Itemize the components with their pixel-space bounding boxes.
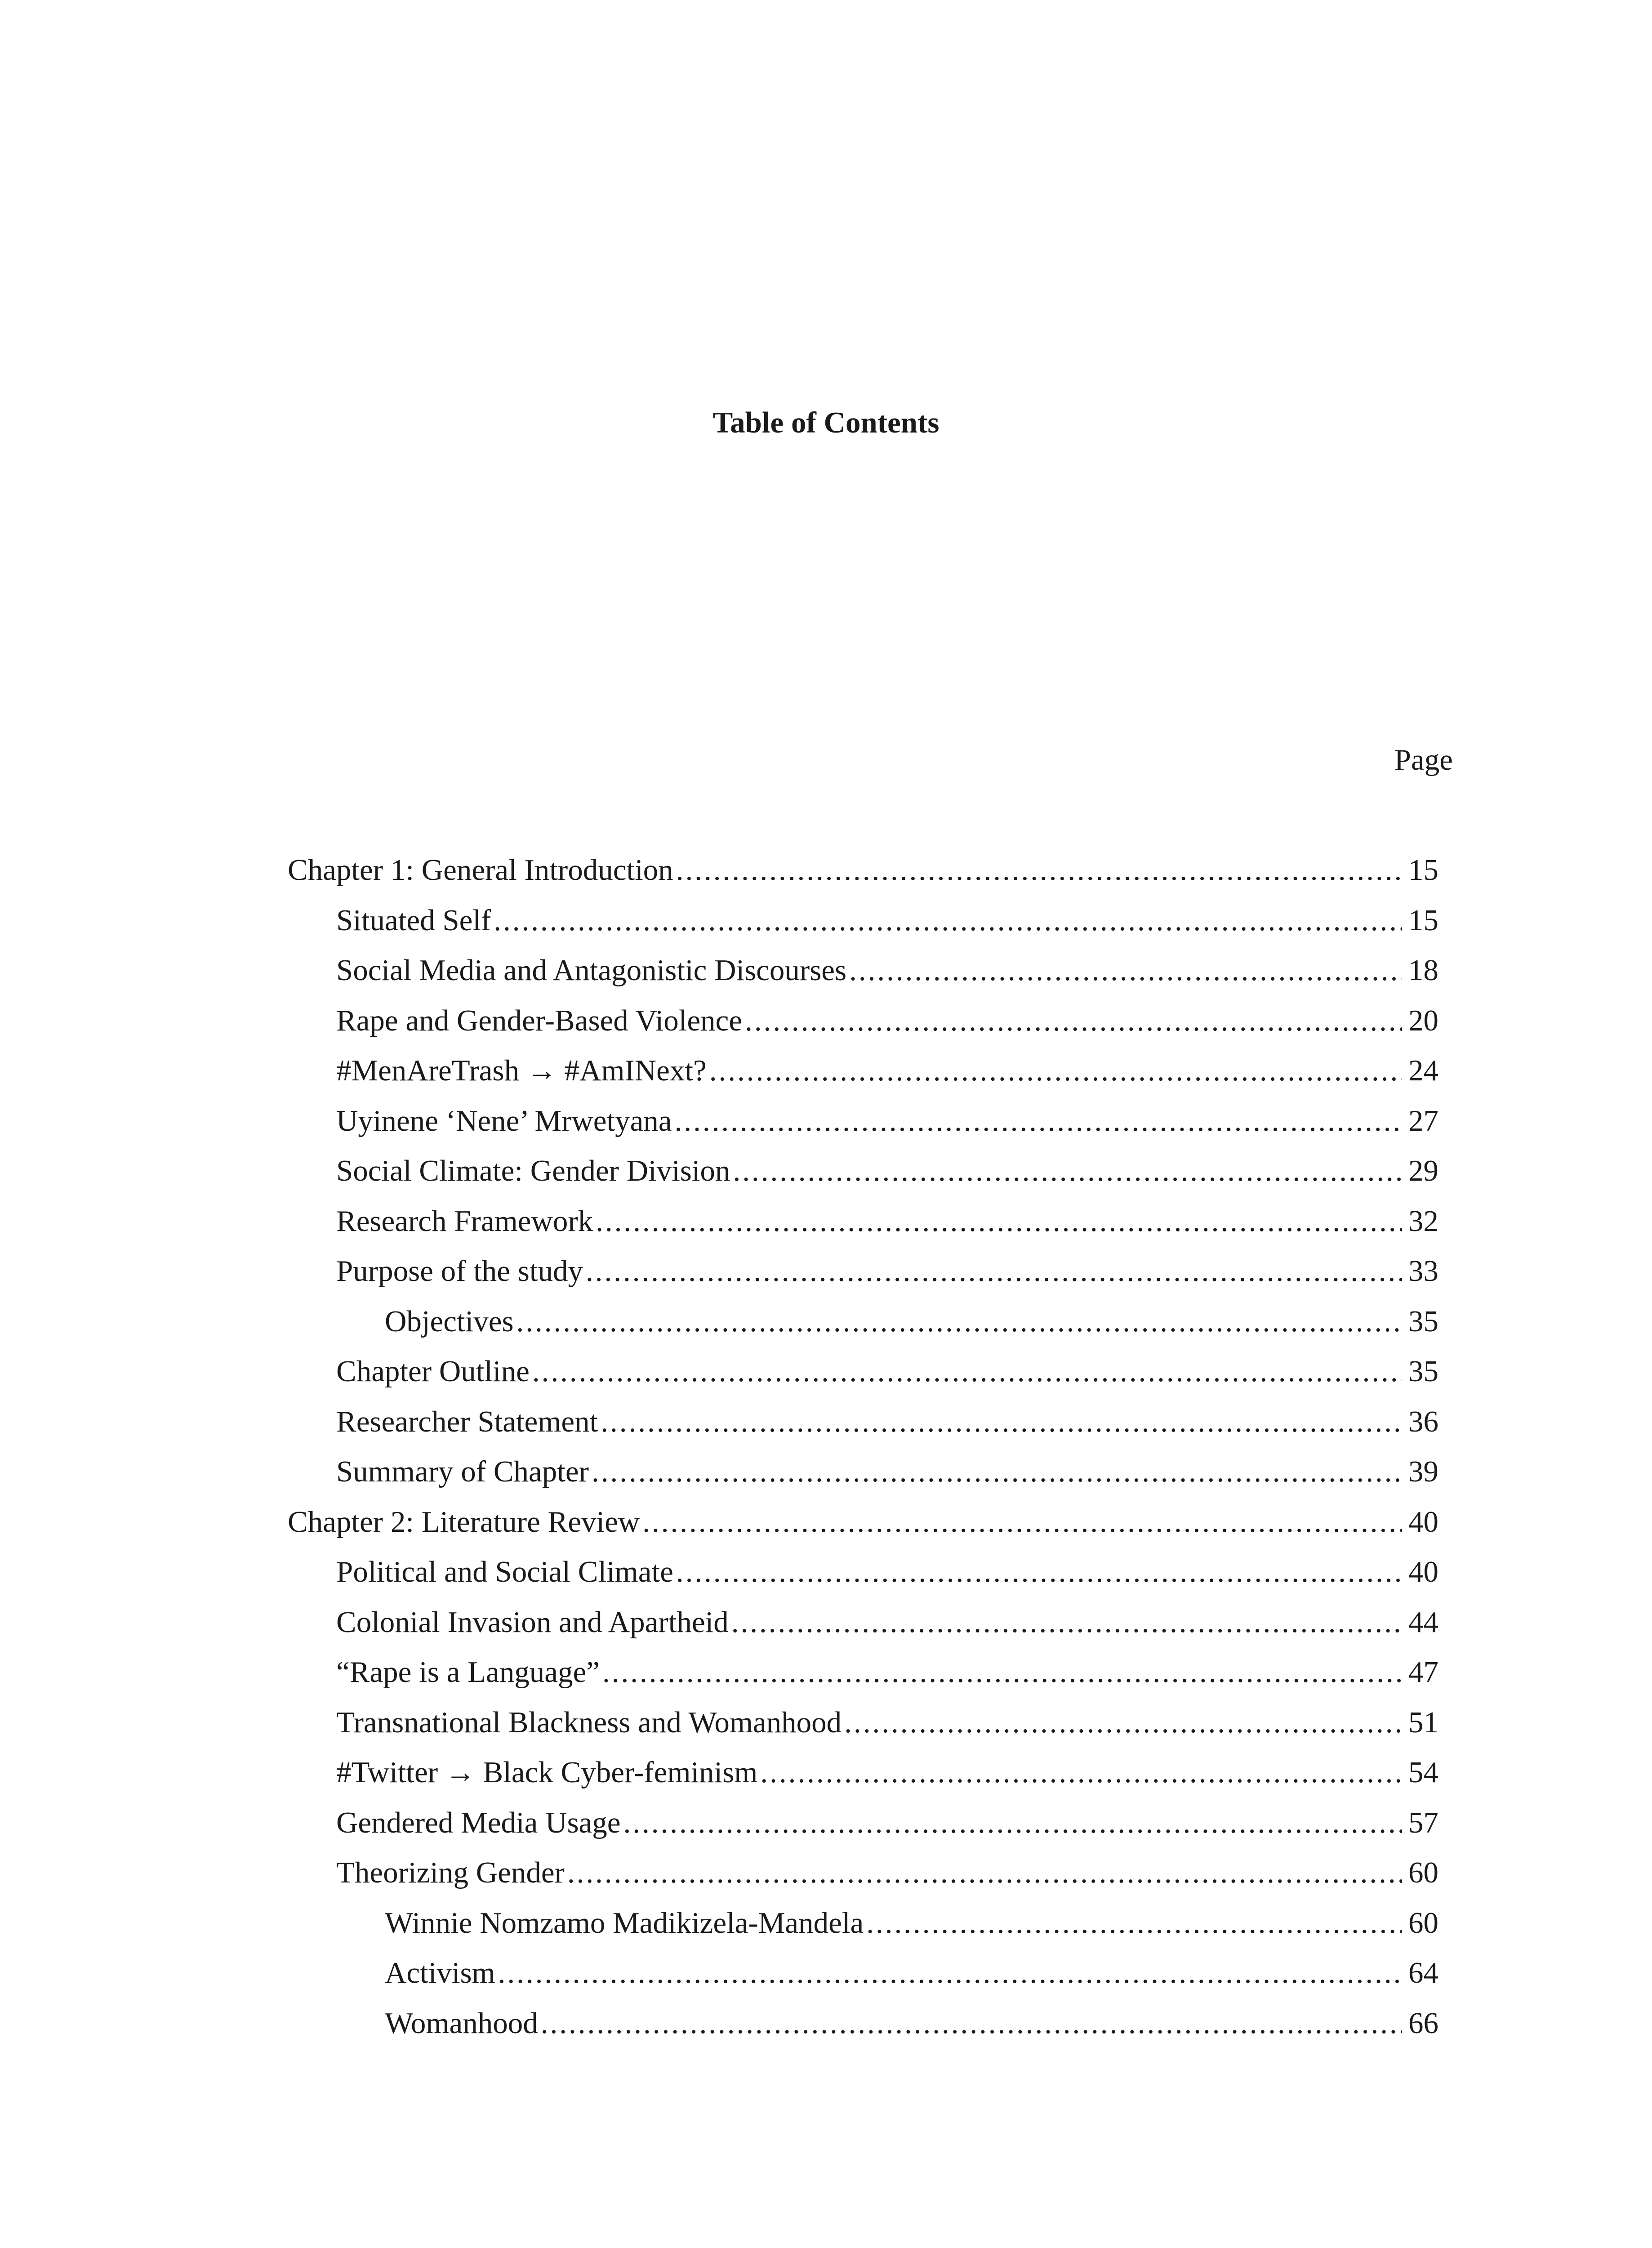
toc-entry-label: Chapter Outline <box>336 1355 530 1388</box>
toc-entry[interactable] <box>288 1704 1438 1755</box>
toc-entry-page-number: 66 <box>1408 2006 1438 2040</box>
toc-entry-page-number: 33 <box>1408 1254 1438 1288</box>
toc-entry[interactable] <box>288 1905 1438 1955</box>
toc-entry-page-number: 32 <box>1408 1204 1438 1238</box>
toc-entry[interactable] <box>288 1103 1438 1153</box>
dot-leader <box>844 1704 1402 1740</box>
dot-leader <box>745 1003 1402 1039</box>
toc-entry-label: Womanhood <box>385 2006 538 2040</box>
toc-entry[interactable] <box>288 1003 1438 1053</box>
toc-entry-label: Theorizing Gender <box>336 1856 565 1889</box>
toc-entry[interactable] <box>288 1955 1438 2005</box>
toc-entry[interactable] <box>288 1253 1438 1303</box>
toc-entry[interactable] <box>288 1303 1438 1354</box>
toc-entry[interactable] <box>288 1353 1438 1404</box>
toc-entry-label: Colonial Invasion and Apartheid <box>336 1605 729 1639</box>
dot-leader <box>675 1103 1402 1139</box>
toc-entry-label: Objectives <box>385 1304 514 1338</box>
toc-entry[interactable] <box>288 902 1438 953</box>
toc-entry-label: Summary of Chapter <box>336 1455 589 1488</box>
toc-entry[interactable] <box>288 1604 1438 1655</box>
toc-entry-page-number: 20 <box>1408 1004 1438 1037</box>
toc-entry-page-number: 24 <box>1408 1054 1438 1087</box>
toc-entry-label: #Twitter → Black Cyber-feminism <box>336 1756 758 1789</box>
toc-entry-page-number: 27 <box>1408 1104 1438 1137</box>
dot-leader <box>676 852 1402 888</box>
dot-leader <box>567 1855 1402 1891</box>
dot-leader <box>586 1253 1402 1289</box>
dot-leader <box>760 1754 1402 1790</box>
toc-entry[interactable] <box>288 1153 1438 1203</box>
page-column-header: Page <box>1394 743 1453 776</box>
toc-entry-label: Political and Social Climate <box>336 1555 673 1588</box>
dot-leader <box>642 1504 1402 1540</box>
toc-entry-label: Gendered Media Usage <box>336 1806 621 1839</box>
dot-leader <box>532 1353 1402 1389</box>
toc-entry-label: Social Climate: Gender Division <box>336 1154 730 1187</box>
dot-leader <box>623 1805 1402 1841</box>
toc-entry[interactable] <box>288 1404 1438 1454</box>
toc-entry-label: Chapter 1: General Introduction <box>288 853 673 887</box>
toc-list <box>288 852 1438 2055</box>
dot-leader <box>849 952 1402 988</box>
toc-entry-page-number: 60 <box>1408 1856 1438 1889</box>
toc-entry-page-number: 40 <box>1408 1555 1438 1588</box>
toc-entry[interactable] <box>288 1554 1438 1604</box>
toc-entry-label: Researcher Statement <box>336 1405 598 1438</box>
dot-leader <box>866 1905 1402 1941</box>
toc-entry[interactable] <box>288 1504 1438 1554</box>
dot-leader <box>596 1203 1402 1239</box>
toc-entry-page-number: 54 <box>1408 1756 1438 1789</box>
toc-entry-page-number: 35 <box>1408 1304 1438 1338</box>
toc-entry[interactable] <box>288 952 1438 1003</box>
toc-entry-page-number: 39 <box>1408 1455 1438 1488</box>
toc-entry-label: Uyinene ‘Nene’ Mrwetyana <box>336 1104 672 1137</box>
toc-entry[interactable] <box>288 1454 1438 1504</box>
toc-entry-page-number: 29 <box>1408 1154 1438 1187</box>
toc-entry-label: Chapter 2: Literature Review <box>288 1505 640 1539</box>
toc-entry-page-number: 64 <box>1408 1956 1438 1989</box>
toc-entry-page-number: 36 <box>1408 1405 1438 1438</box>
toc-entry[interactable] <box>288 1654 1438 1704</box>
dot-leader <box>541 2005 1402 2041</box>
dot-leader <box>733 1153 1402 1189</box>
toc-entry-page-number: 51 <box>1408 1705 1438 1739</box>
toc-entry[interactable] <box>288 1805 1438 1855</box>
toc-entry-page-number: 18 <box>1408 954 1438 987</box>
dot-leader <box>676 1554 1402 1590</box>
toc-entry[interactable] <box>288 1855 1438 1905</box>
page-title: Table of Contents <box>712 406 940 439</box>
toc-entry-label: Winnie Nomzamo Madikizela-Mandela <box>385 1906 864 1940</box>
dot-leader <box>494 902 1402 938</box>
toc-entry-label: Transnational Blackness and Womanhood <box>336 1705 842 1739</box>
dot-leader <box>709 1053 1402 1088</box>
dot-leader <box>602 1654 1402 1690</box>
toc-entry[interactable] <box>288 852 1438 902</box>
toc-entry-page-number: 40 <box>1408 1505 1438 1539</box>
dot-leader <box>601 1404 1402 1440</box>
toc-entry-page-number: 15 <box>1408 853 1438 887</box>
toc-entry-page-number: 15 <box>1408 903 1438 937</box>
toc-entry-label: Social Media and Antagonistic Discourses <box>336 954 847 987</box>
toc-entry-label: Activism <box>385 1956 495 1989</box>
toc-entry-label: “Rape is a Language” <box>336 1655 600 1689</box>
toc-entry-label: #MenAreTrash → #AmINext? <box>336 1054 707 1087</box>
toc-entry[interactable] <box>288 1754 1438 1805</box>
toc-entry[interactable] <box>288 2005 1438 2056</box>
toc-entry[interactable] <box>288 1203 1438 1253</box>
toc-entry-page-number: 47 <box>1408 1655 1438 1689</box>
dot-leader <box>731 1604 1402 1640</box>
toc-entry-label: Purpose of the study <box>336 1254 583 1288</box>
dot-leader <box>592 1454 1402 1490</box>
dot-leader <box>517 1303 1402 1339</box>
toc-entry-page-number: 44 <box>1408 1605 1438 1639</box>
toc-entry-page-number: 57 <box>1408 1806 1438 1839</box>
toc-entry-label: Situated Self <box>336 903 491 937</box>
dot-leader <box>498 1955 1402 1991</box>
toc-entry-label: Research Framework <box>336 1204 593 1238</box>
toc-entry[interactable] <box>288 1053 1438 1103</box>
toc-entry-page-number: 60 <box>1408 1906 1438 1940</box>
toc-entry-page-number: 35 <box>1408 1355 1438 1388</box>
toc-entry-label: Rape and Gender-Based Violence <box>336 1004 743 1037</box>
